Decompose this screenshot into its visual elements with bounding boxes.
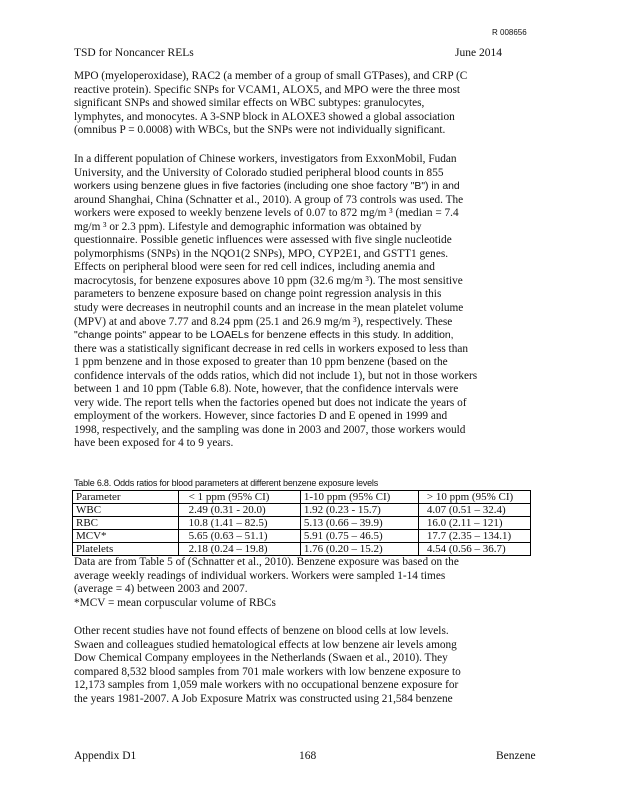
text-line: confidence intervals of the odds ratios, which did not include 1), but not in those workers xyxy=(74,369,478,382)
text-line: In a different population of Chinese workers, investigators from ExxonMobil, Fudan xyxy=(74,153,457,165)
text-line: significant SNPs and showed similar effects on WBC subtypes: granulocytes, xyxy=(74,97,425,110)
text-line: University, and the University of Colorado studied peripheral blood counts in 855 xyxy=(74,166,444,179)
table-cell: Platelets xyxy=(73,543,179,556)
text-line: (average = 4) between 2003 and 2007. xyxy=(74,583,248,596)
paragraph-2 xyxy=(74,153,549,451)
odds-ratio-table xyxy=(72,490,531,556)
paragraph-1 xyxy=(74,70,549,138)
text-line: macrocytosis, for benzene exposures above 10 ppm (32.6 mg/m ³). The most sensitive xyxy=(74,274,463,287)
text-line: mg/m ³ or 2.3 ppm). Lifestyle and demographic information was obtained by xyxy=(74,220,422,233)
table-cell: MCV* xyxy=(73,530,179,543)
text-line: average weekly readings of individual workers. Workers were sampled 1-14 times xyxy=(74,569,446,582)
table-cell: 2.49 (0.31 - 20.0) xyxy=(178,504,300,517)
text-line: workers were exposed to weekly benzene levels of 0.07 to 872 mg/m ³ (median = 7.4 xyxy=(74,207,459,220)
table-cell: 4.54 (0.56 – 36.7) xyxy=(418,543,530,556)
column-header: Parameter xyxy=(73,491,179,504)
text-line: 12,173 samples from 1,059 male workers with no occupational benzene exposure for xyxy=(74,679,459,692)
text-line: lymphytes, and monocytes. A 3-SNP block in ALOXE3 showed a global association xyxy=(74,110,455,123)
table-cell: 4.07 (0.51 – 32.4) xyxy=(418,504,530,517)
text-line: parameters to benzene exposure based on change point regression analysis in this xyxy=(74,288,442,301)
text-line: Effects on peripheral blood were seen for red cell indices, including anemia and xyxy=(74,261,435,274)
text-line: questionnaire. Possible genetic influences were assessed with five single nucleotide xyxy=(74,234,452,247)
text-line: compared 8,532 blood samples from 701 male workers with low benzene exposure to xyxy=(74,665,461,678)
text-line: polymorphisms (SNPs) in the NQO1(2 SNPs), MPO, CYP2E1, and GSTT1 genes. xyxy=(74,247,449,260)
text-line: very wide. The report tells when the factories opened but does not indicate the years of xyxy=(74,396,467,409)
table-row xyxy=(73,543,531,556)
table-row xyxy=(73,504,531,517)
text-line: employment of the workers. However, since factories D and E opened in 1999 and xyxy=(74,410,448,423)
table-cell: 17.7 (2.35 – 134.1) xyxy=(418,530,530,543)
table-cell: 1.76 (0.20 – 15.2) xyxy=(300,543,418,556)
text-line: around Shanghai, China (Schnatter et al., 2010). A group of 73 controls was used. The xyxy=(74,193,464,206)
paragraph-3 xyxy=(74,625,549,706)
text-line: "change points" appear to be LOAELs for benzene effects in this study. In addition, xyxy=(74,330,454,342)
text-line: 1998, respectively, and the sampling was done in 2003 and 2007, those workers would xyxy=(74,423,466,436)
text-line: (omnibus P = 0.0008) with WBCs, but the SNPs were not individually significant. xyxy=(74,124,446,137)
text-line: (MPV) at and above 7.77 and 8.24 ppm (25.1 and 26.9 mg/m ³), respectively. These xyxy=(74,315,453,328)
text-line: have been exposed for 4 to 9 years. xyxy=(74,437,234,450)
table-cell: 2.18 (0.24 – 19.8) xyxy=(178,543,300,556)
column-header: > 10 ppm (95% CI) xyxy=(418,491,530,504)
table-row xyxy=(73,530,531,543)
table-cell: 5.91 (0.75 – 46.5) xyxy=(300,530,418,543)
text-line: study were decreases in neutrophil counts and an increase in the mean platelet volume xyxy=(74,302,464,315)
column-header: 1-10 ppm (95% CI) xyxy=(300,491,418,504)
table-header-row xyxy=(73,491,531,504)
table-caption: Table 6.8. Odds ratios for blood parameters at different benzene exposure levels xyxy=(74,478,379,488)
text-line: between 1 and 10 ppm (Table 6.8). Note, however, that the confidence intervals were xyxy=(74,383,459,396)
table-cell: RBC xyxy=(73,517,179,530)
text-line: Dow Chemical Company employees in the Netherlands (Swaen et al., 2010). They xyxy=(74,652,448,665)
footer-right: Benzene xyxy=(496,750,536,762)
table-cell: WBC xyxy=(73,504,179,517)
page-id: R 008656 xyxy=(492,28,527,37)
header-right: June 2014 xyxy=(455,47,502,59)
text-line: *MCV = mean corpuscular volume of RBCs xyxy=(74,596,276,609)
text-line: MPO (myeloperoxidase), RAC2 (a member of a group of small GTPases), and CRP (C xyxy=(74,70,468,82)
table-cell: 10.8 (1.41 – 82.5) xyxy=(178,517,300,530)
text-line: workers using benzene glues in five factories (including one shoe factory "B") in and xyxy=(74,181,460,193)
table-row xyxy=(73,517,531,530)
table-cell: 16.0 (2.11 – 121) xyxy=(418,517,530,530)
table-cell: 1.92 (0.23 - 15.7) xyxy=(300,504,418,517)
column-header: < 1 ppm (95% CI) xyxy=(178,491,300,504)
text-line: there was a statistically significant decrease in red cells in workers exposed to less than xyxy=(74,342,469,355)
text-line: Data are from Table 5 of (Schnatter et al., 2010). Benzene exposure was based on the xyxy=(74,556,459,568)
text-line: 1 ppm benzene and in those exposed to greater than 10 ppm benzene (based on the xyxy=(74,356,448,369)
table-notes xyxy=(74,556,549,610)
text-line: the years 1981-2007. A Job Exposure Matrix was constructed using 21,584 benzene xyxy=(74,692,453,705)
header-left: TSD for Noncancer RELs xyxy=(74,47,194,59)
text-line: Other recent studies have not found effects of benzene on blood cells at low levels. xyxy=(74,625,449,637)
text-line: Swaen and colleagues studied hematological effects at low benzene air levels among xyxy=(74,638,457,651)
table-cell: 5.13 (0.66 – 39.9) xyxy=(300,517,418,530)
table-cell: 5.65 (0.63 – 51.1) xyxy=(178,530,300,543)
footer-left: Appendix D1 xyxy=(74,750,137,762)
text-line: reactive protein). Specific SNPs for VCAM1, ALOX5, and MPO were the three most xyxy=(74,83,461,96)
page-number: 168 xyxy=(299,750,317,762)
